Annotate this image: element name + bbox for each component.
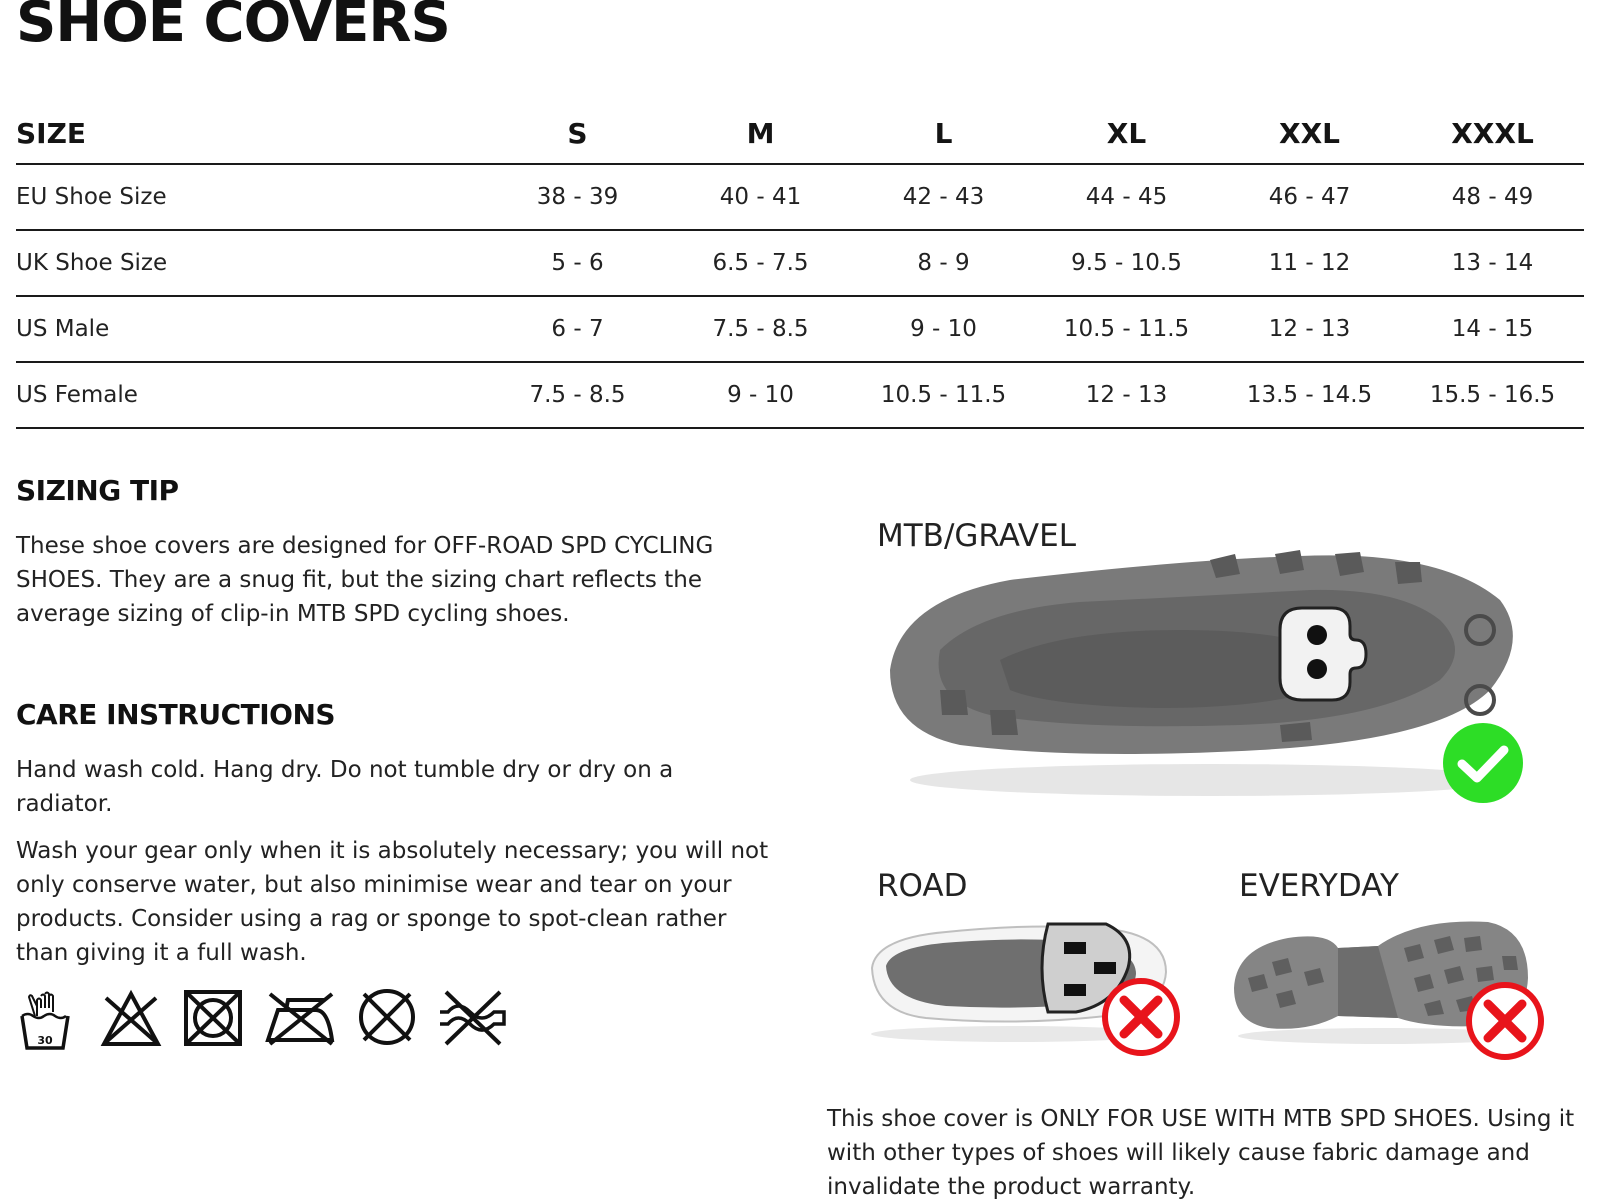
do-not-tumble-dry-icon <box>182 986 244 1048</box>
table-row <box>16 164 1584 230</box>
table-row <box>16 296 1584 362</box>
table-cell: 38 - 39 <box>486 164 669 230</box>
table-cell: 6 - 7 <box>486 296 669 362</box>
table-cell: 7.5 - 8.5 <box>669 296 852 362</box>
table-cell: 12 - 13 <box>1035 362 1218 428</box>
row-label: US Female <box>16 362 486 428</box>
table-cell: 9 - 10 <box>669 362 852 428</box>
table-cell: 10.5 - 11.5 <box>852 362 1035 428</box>
table-cell: 11 - 12 <box>1218 230 1401 296</box>
table-cell: 46 - 47 <box>1218 164 1401 230</box>
table-cell: 7.5 - 8.5 <box>486 362 669 428</box>
mtb-shoe-sole-image <box>880 540 1540 820</box>
sizing-tip-text: These shoe covers are designed for OFF-ROAD SPD CYCLING SHOES. They are a snug fit, but the sizing chart reflects the average sizing of clip-in MTB SPD cycling shoes. <box>16 533 714 627</box>
table-cell: 13 - 14 <box>1401 230 1584 296</box>
table-cell: 5 - 6 <box>486 230 669 296</box>
table-cell: 9.5 - 10.5 <box>1035 230 1218 296</box>
wash-temperature-label: 30 <box>37 1034 53 1047</box>
everyday-not-compatible-icon <box>1464 980 1546 1062</box>
table-cell: 40 - 41 <box>669 164 852 230</box>
row-label: US Male <box>16 296 486 362</box>
table-cell: 12 - 13 <box>1218 296 1401 362</box>
road-not-compatible-icon <box>1100 976 1182 1058</box>
care-paragraph-1: Hand wash cold. Hang dry. Do not tumble dry or dry on a radiator. <box>16 757 674 817</box>
row-label: UK Shoe Size <box>16 230 486 296</box>
table-cell: 6.5 - 7.5 <box>669 230 852 296</box>
compatibility-footnote: This shoe cover is ONLY FOR USE WITH MTB SPD SHOES. Using it with other types of shoes will likely cause fabric damage and invalidate the product warranty. <box>827 1106 1575 1200</box>
page-title: SHOE COVERS <box>16 0 450 55</box>
size-header-m: M <box>669 103 852 164</box>
do-not-iron-icon <box>264 986 338 1048</box>
road-label: ROAD <box>877 868 968 904</box>
care-paragraph-2: Wash your gear only when it is absolutely necessary; you will not only conserve water, but also minimise wear and tear on your products. Consider using a rag or sponge to spot-clean rather than giving it a full wash. <box>16 838 769 966</box>
sizing-tip-heading: SIZING TIP <box>16 474 179 507</box>
table-row <box>16 230 1584 296</box>
table-cell: 44 - 45 <box>1035 164 1218 230</box>
size-header-s: S <box>486 103 669 164</box>
size-header-label: SIZE <box>16 103 486 164</box>
size-header-xxxl: XXXL <box>1401 103 1584 164</box>
table-cell: 14 - 15 <box>1401 296 1584 362</box>
table-cell: 8 - 9 <box>852 230 1035 296</box>
size-header-xl: XL <box>1035 103 1218 164</box>
table-cell: 9 - 10 <box>852 296 1035 362</box>
table-cell: 13.5 - 14.5 <box>1218 362 1401 428</box>
mtb-gravel-label: MTB/GRAVEL <box>877 518 1076 554</box>
do-not-bleach-icon <box>100 986 162 1048</box>
table-cell: 42 - 43 <box>852 164 1035 230</box>
do-not-wring-icon <box>436 986 508 1048</box>
care-instructions-heading: CARE INSTRUCTIONS <box>16 698 336 731</box>
everyday-label: EVERYDAY <box>1239 868 1399 904</box>
hand-wash-30-icon <box>18 986 72 1052</box>
size-header-l: L <box>852 103 1035 164</box>
table-header-row <box>16 103 1584 164</box>
size-header-xxl: XXL <box>1218 103 1401 164</box>
table-row <box>16 362 1584 428</box>
table-cell: 10.5 - 11.5 <box>1035 296 1218 362</box>
row-label: EU Shoe Size <box>16 164 486 230</box>
do-not-dry-clean-icon <box>356 986 418 1048</box>
table-cell: 15.5 - 16.5 <box>1401 362 1584 428</box>
size-chart-table <box>16 103 1584 429</box>
table-cell: 48 - 49 <box>1401 164 1584 230</box>
compatible-check-icon <box>1442 722 1524 804</box>
